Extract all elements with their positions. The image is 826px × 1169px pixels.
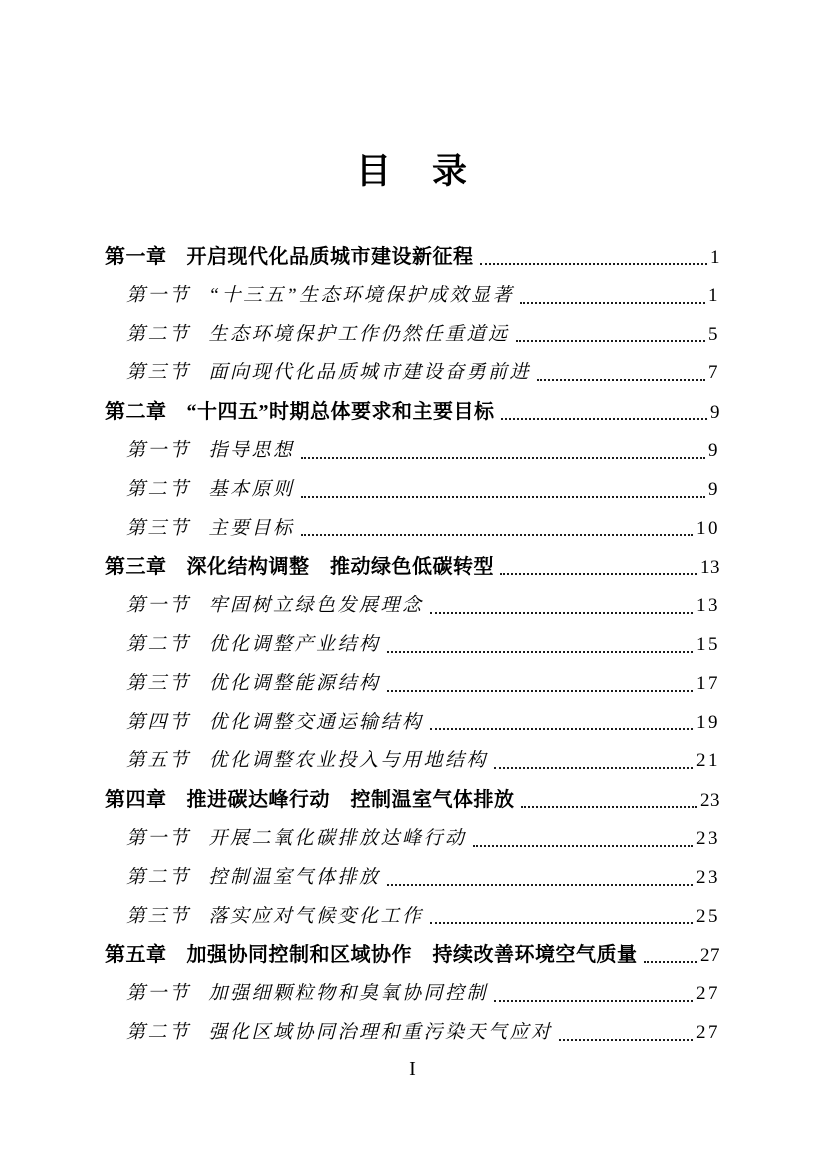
- toc-entry-title: 加强协同控制和区域协作 持续改善环境空气质量: [186, 944, 638, 967]
- toc-entry-label: 第五章: [105, 944, 167, 967]
- toc-entry-title: 优化调整农业投入与用地结构: [208, 750, 489, 772]
- toc-entry-label: 第一节: [126, 439, 191, 461]
- toc-entry-section: [105, 626, 720, 665]
- toc-entry-page: 1: [710, 247, 720, 268]
- toc-entry-label: 第一节: [126, 284, 191, 306]
- dot-leader: [387, 651, 693, 653]
- toc-entry-section: [105, 277, 720, 316]
- toc-entry-section: [105, 1014, 720, 1053]
- toc-entry-section: [105, 432, 720, 471]
- toc-entry-title: 面向现代化品质城市建设奋勇前进: [208, 362, 532, 384]
- dot-leader: [494, 1000, 693, 1002]
- dot-leader: [501, 418, 708, 420]
- dot-leader: [494, 767, 693, 769]
- toc-entry-section: [105, 975, 720, 1014]
- toc-entry-page: 13: [700, 557, 720, 579]
- toc-entry-title: 牢固树立绿色发展理念: [208, 595, 424, 617]
- dot-leader: [473, 845, 693, 847]
- toc-entry-label: 第四节: [126, 711, 191, 733]
- toc-entry-title: 强化区域协同治理和重污染天气应对: [208, 1021, 553, 1043]
- dot-leader: [430, 728, 693, 730]
- toc-entry-section: [105, 742, 720, 781]
- toc-entry-label: 第二节: [126, 866, 191, 888]
- toc-entry-section: [105, 471, 720, 510]
- toc-entry-title: 开展二氧化碳排放达峰行动: [208, 827, 467, 849]
- dot-leader: [516, 340, 705, 342]
- toc-entry-page: 23: [700, 790, 720, 812]
- toc-entry-page: 10: [696, 517, 720, 539]
- toc-entry-title: 生态环境保护工作仍然任重道远: [208, 323, 510, 345]
- toc-entry-page: 17: [696, 672, 720, 694]
- page-number: I: [409, 1057, 417, 1080]
- toc-entry-chapter: [105, 548, 720, 587]
- toc-entry-section: [105, 665, 720, 704]
- toc-entry-page: 27: [696, 983, 720, 1005]
- toc-entry-chapter: [105, 936, 720, 975]
- dot-leader: [387, 690, 693, 692]
- dot-leader: [537, 379, 705, 381]
- toc-entry-label: 第一章: [105, 246, 167, 268]
- toc-entry-chapter: [105, 238, 720, 277]
- toc-entry-title: 优化调整产业结构: [208, 633, 381, 655]
- toc-entry-chapter: [105, 781, 720, 820]
- toc-entry-label: 第二节: [126, 1021, 191, 1043]
- toc-entry-label: 第三节: [126, 362, 191, 384]
- toc-entry-page: 23: [696, 866, 720, 888]
- toc-entry-section: [105, 898, 720, 937]
- toc-entry-title: 基本原则: [208, 478, 295, 500]
- toc-entry-label: 第二节: [126, 323, 191, 345]
- toc-entry-title: 优化调整能源结构: [208, 672, 381, 694]
- toc-entry-page: 21: [696, 750, 720, 772]
- toc-entry-section: [105, 859, 720, 898]
- toc-entry-section: [105, 316, 720, 355]
- toc-entry-section: [105, 354, 720, 393]
- toc-entry-label: 第一节: [126, 595, 191, 617]
- toc-entry-page: 1: [708, 284, 720, 306]
- toc-entry-page: 19: [696, 711, 720, 733]
- toc-entry-title: 深化结构调整 推动绿色低碳转型: [186, 556, 494, 579]
- toc-entry-page: 9: [708, 478, 720, 500]
- toc-entry-section: [105, 587, 720, 626]
- toc-entry-section: [105, 510, 720, 549]
- toc-entry-title: 控制温室气体排放: [208, 866, 381, 888]
- toc-entry-label: 第一节: [126, 827, 191, 849]
- table-of-contents: [105, 238, 720, 1053]
- toc-entry-title: 主要目标: [208, 517, 295, 539]
- toc-entry-page: 15: [696, 633, 720, 655]
- toc-entry-title: 推进碳达峰行动 控制温室气体排放: [186, 789, 515, 812]
- toc-entry-label: 第三章: [105, 556, 167, 579]
- toc-entry-page: 13: [696, 595, 720, 617]
- toc-entry-label: 第一节: [126, 983, 191, 1005]
- toc-entry-page: 27: [696, 1021, 720, 1043]
- toc-entry-title: 落实应对气候变化工作: [208, 905, 424, 927]
- dot-leader: [644, 961, 698, 963]
- toc-entry-title: 指导思想: [208, 439, 295, 461]
- dot-leader: [520, 302, 705, 304]
- dot-leader: [500, 573, 697, 575]
- toc-entry-title: 优化调整交通运输结构: [208, 711, 424, 733]
- toc-entry-section: [105, 704, 720, 743]
- toc-entry-title: 开启现代化品质城市建设新征程: [186, 246, 474, 268]
- dot-leader: [301, 534, 693, 536]
- toc-entry-label: 第五节: [126, 750, 191, 772]
- dot-leader: [430, 922, 693, 924]
- dot-leader: [301, 457, 705, 459]
- toc-entry-section: [105, 820, 720, 859]
- dot-leader: [559, 1039, 693, 1041]
- toc-entry-title: “十三五”生态环境保护成效显著: [208, 284, 515, 306]
- toc-entry-label: 第三节: [126, 905, 191, 927]
- toc-entry-title: “十四五”时期总体要求和主要目标: [186, 401, 495, 424]
- toc-entry-page: 9: [708, 439, 720, 461]
- toc-entry-label: 第二节: [126, 633, 191, 655]
- dot-leader: [480, 263, 708, 265]
- toc-entry-label: 第二章: [105, 401, 167, 424]
- dot-leader: [521, 806, 698, 808]
- dot-leader: [430, 612, 693, 614]
- toc-entry-label: 第四章: [105, 789, 167, 812]
- toc-entry-label: 第二节: [126, 478, 191, 500]
- dot-leader: [387, 884, 693, 886]
- toc-entry-title: 加强细颗粒物和臭氧协同控制: [208, 983, 489, 1005]
- toc-entry-page: 23: [696, 827, 720, 849]
- toc-entry-label: 第三节: [126, 517, 191, 539]
- toc-entry-page: 9: [710, 402, 720, 424]
- toc-entry-label: 第三节: [126, 672, 191, 694]
- page-title: 目 录: [355, 152, 470, 191]
- dot-leader: [301, 496, 705, 498]
- toc-entry-chapter: [105, 393, 720, 432]
- toc-entry-page: 7: [708, 362, 720, 384]
- toc-entry-page: 27: [700, 945, 720, 967]
- toc-entry-page: 25: [696, 905, 720, 927]
- toc-entry-page: 5: [708, 323, 720, 345]
